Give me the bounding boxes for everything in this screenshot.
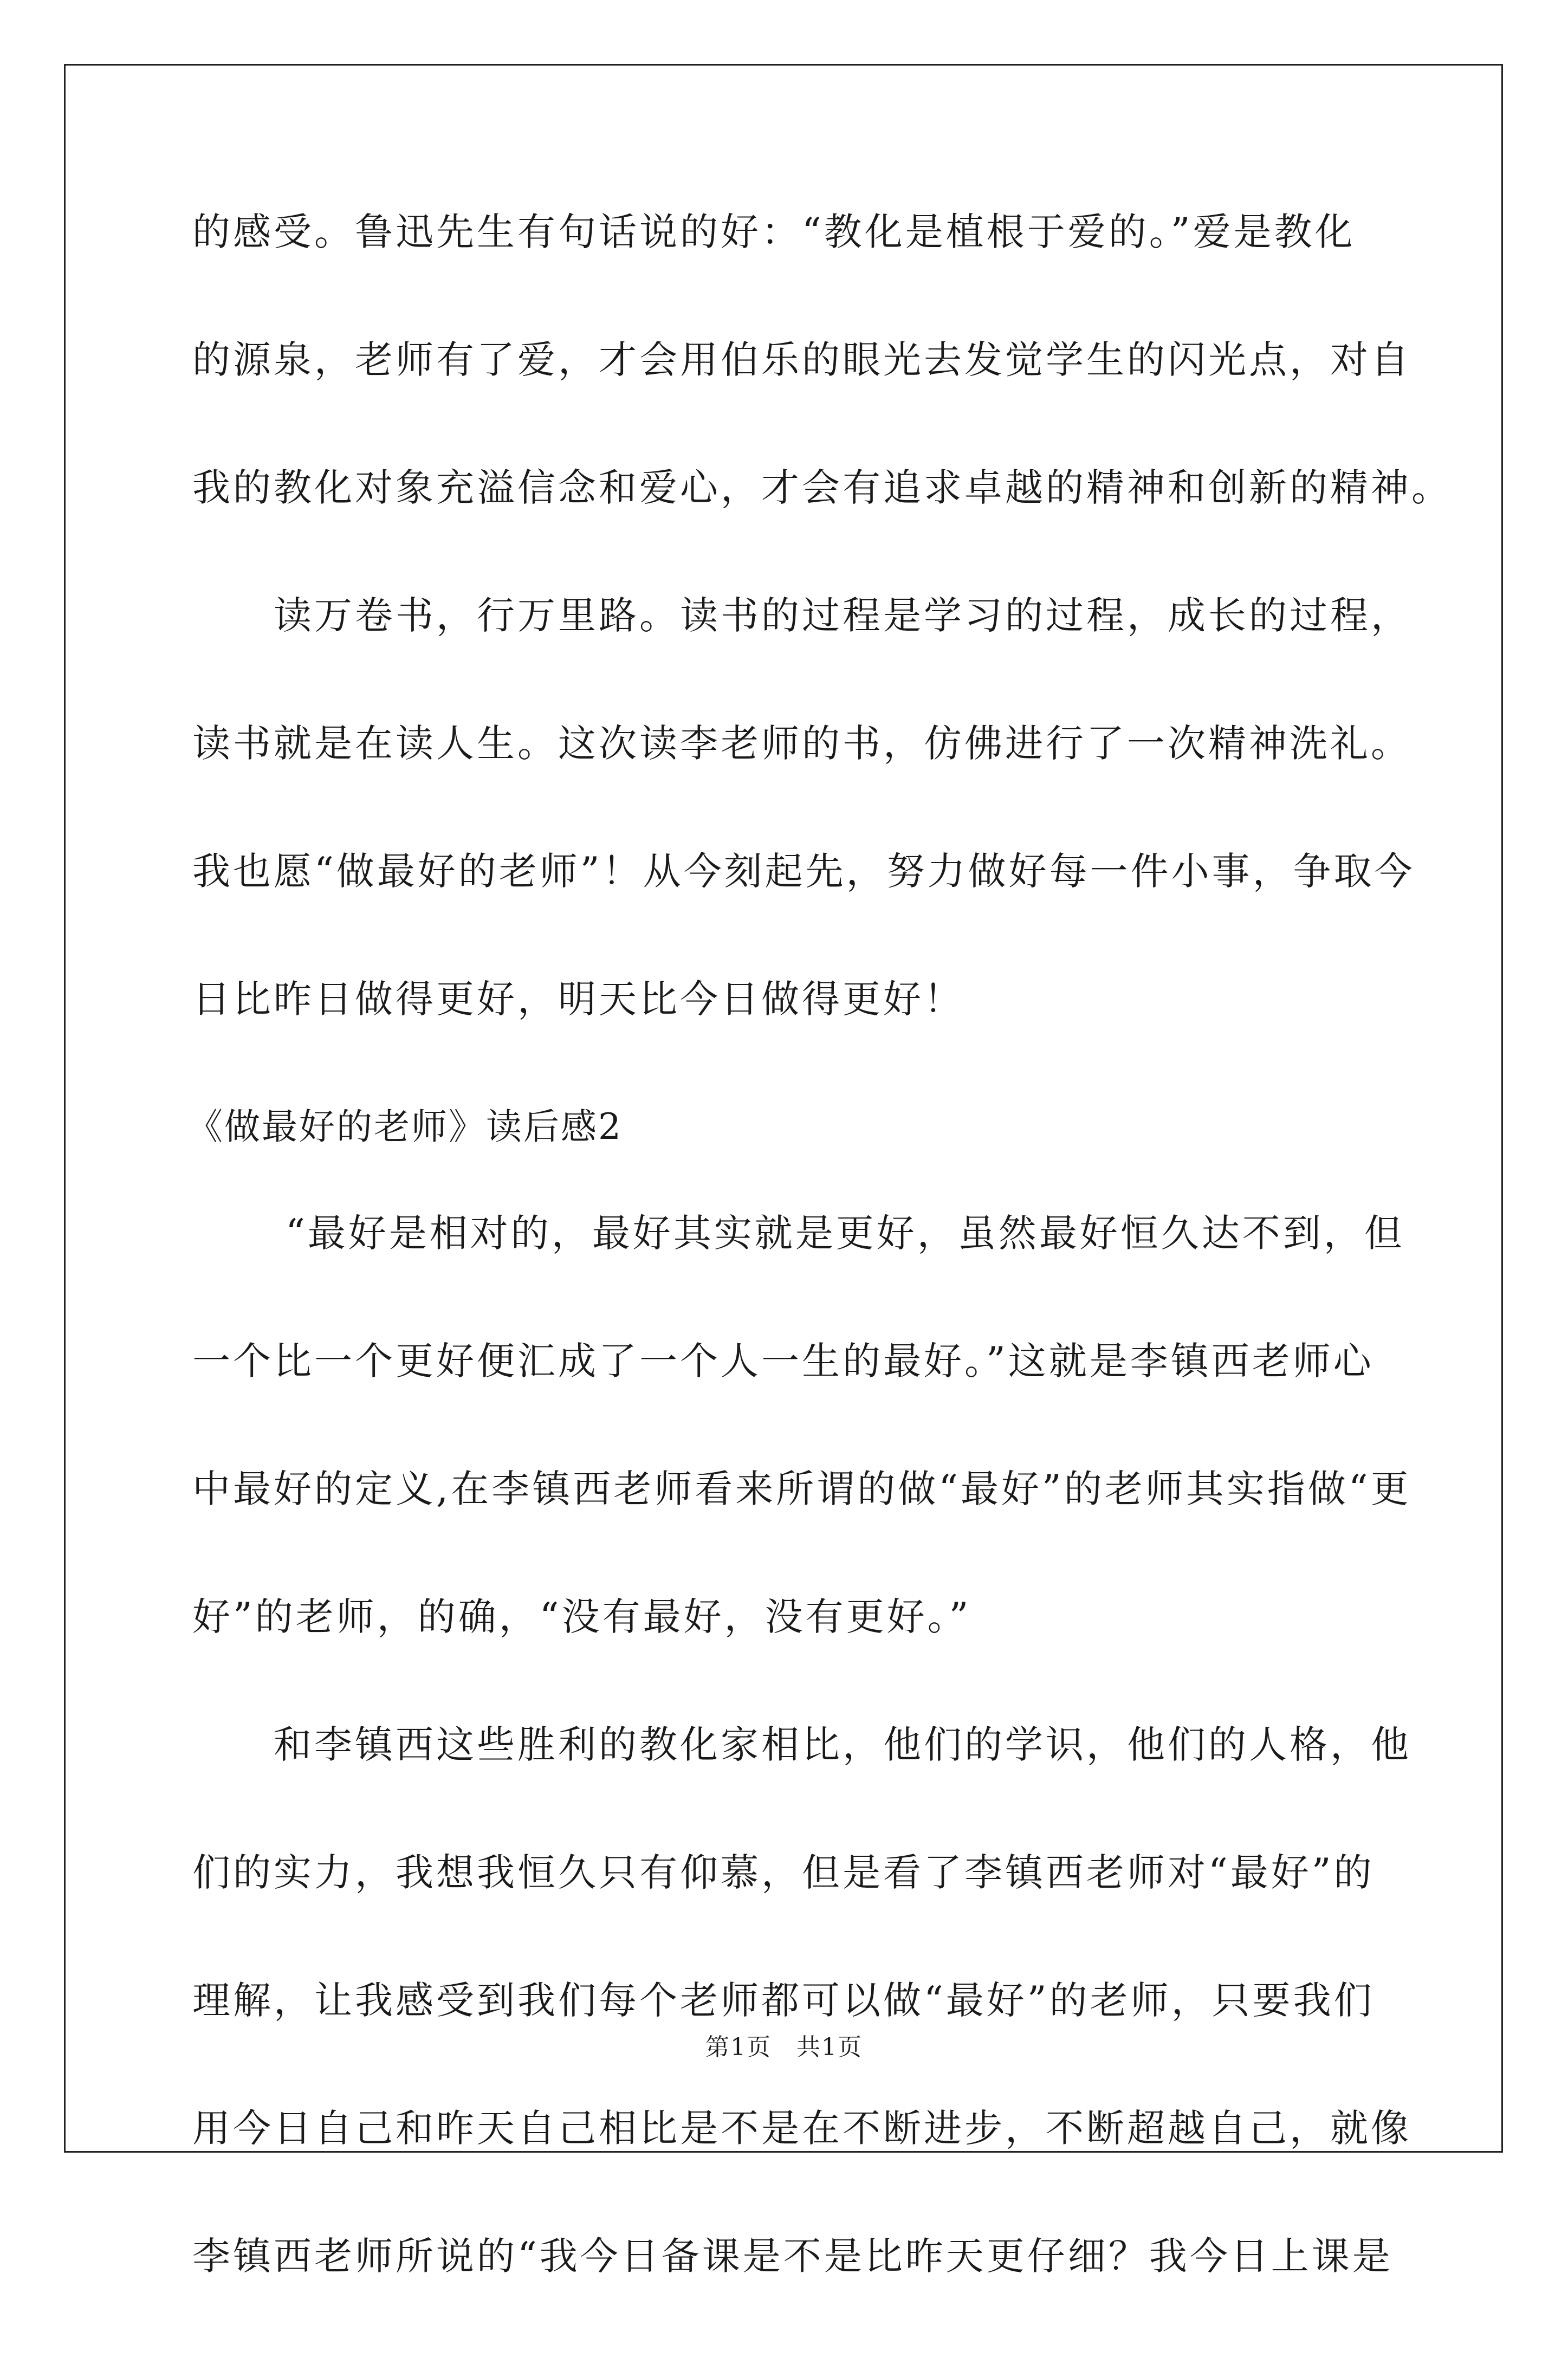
paragraph-start-line: “最好是相对的，最好其实就是更好，虽然最好恒久达不到，但 [286,1211,1405,1255]
text-line: 的感受。鲁迅先生有句话说的好：“教化是植根于爱的。”爱是教化 [192,210,1356,254]
text-line: 一个比一个更好便汇成了一个人一生的最好。”这就是李镇西老师心 [192,1339,1374,1383]
paragraph-start-line: 读万卷书，行万里路。读书的过程是学习的过程，成长的过程， [274,593,1411,638]
page-footer: 第1页 共1页 [705,2033,863,2061]
text-line: 用今日自己和昨天自己相比是不是在不断进步，不断超越自己，就像 [192,2106,1411,2150]
paragraph-start-line: 和李镇西这些胜利的教化家相比，他们的学识，他们的人格，他 [274,1722,1411,1767]
text-line: 日比昨日做得更好，明天比今日做得更好！ [192,977,964,1021]
text-line: 理解，让我感受到我们每个老师都可以做“最好”的老师，只要我们 [192,1978,1375,2023]
section-heading: 《做最好的老师》读后感2 [187,1106,623,1148]
text-line: 的源泉，老师有了爱，才会用伯乐的眼光去发觉学生的闪光点，对自 [192,338,1411,382]
text-line: 好”的老师，的确，“没有最好，没有更好。” [192,1595,971,1639]
text-line: 中最好的定义,在李镇西老师看来所谓的做“最好”的老师其实指做“更 [192,1467,1411,1511]
text-line: 我也愿“做最好的老师”！从今刻起先，努力做好每一件小事，争取今 [192,849,1415,893]
text-line: 我的教化对象充溢信念和爱心，才会有追求卓越的精神和创新的精神。 [192,465,1452,510]
text-line: 李镇西老师所说的“我今日备课是不是比昨天更仔细？我今日上课是 [192,2234,1393,2278]
text-line: 读书就是在读人生。这次读李老师的书，仿佛进行了一次精神洗礼。 [192,721,1411,766]
text-line: 们的实力，我想我恒久只有仰慕，但是看了李镇西老师对“最好”的 [192,1850,1375,1895]
